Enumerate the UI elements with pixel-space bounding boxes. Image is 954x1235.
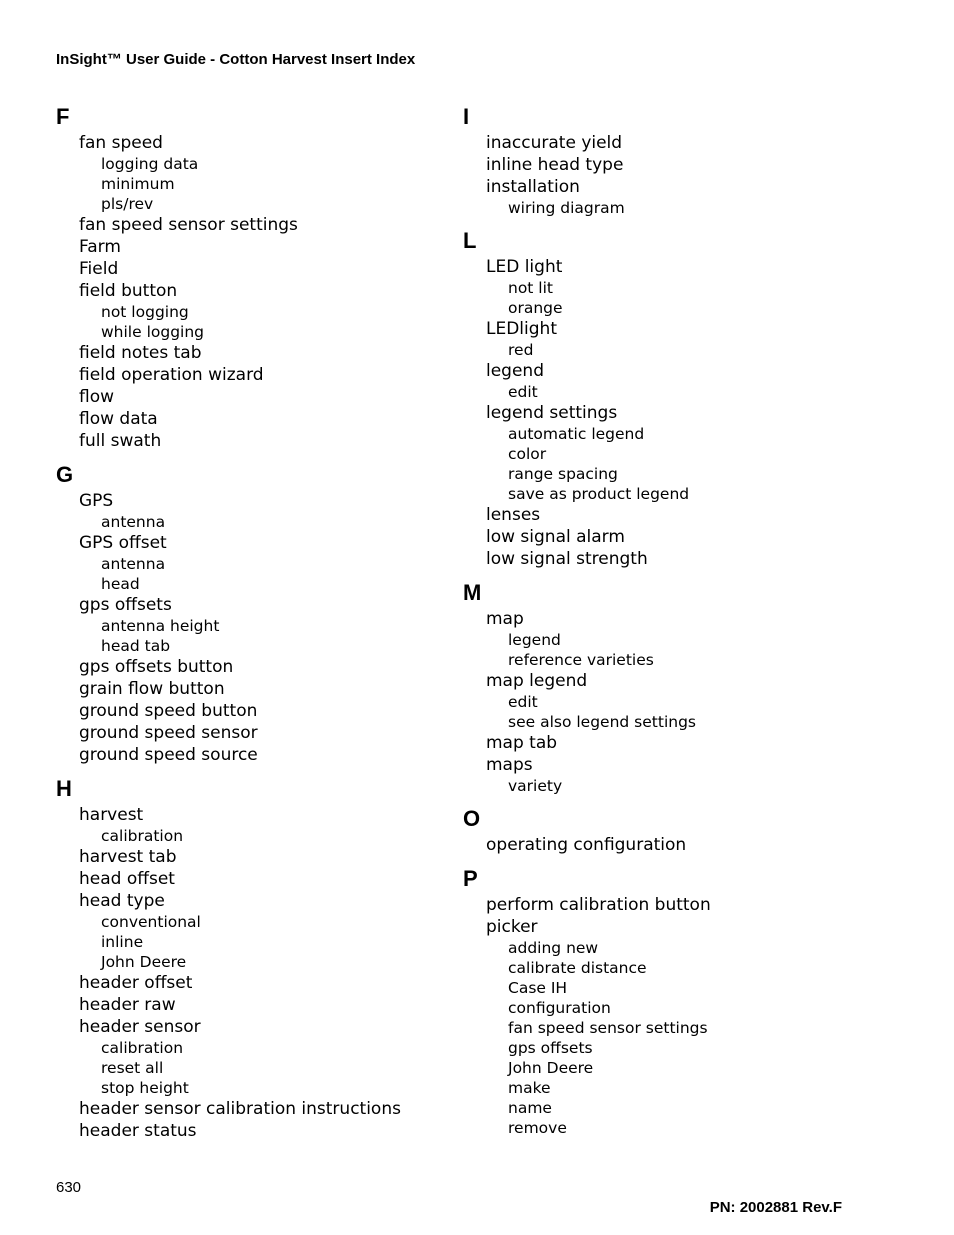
index-term: field operation wizard xyxy=(79,365,264,385)
index-term: fan speed sensor settings xyxy=(79,215,298,235)
index-term: lenses xyxy=(486,505,541,525)
index-entry xyxy=(56,890,456,972)
index-subterm: reset all xyxy=(101,1059,164,1077)
index-subterm: John Deere xyxy=(101,953,187,971)
index-subterm: head tab xyxy=(101,637,171,655)
index-subterm: color xyxy=(508,445,547,463)
index-subterm: edit xyxy=(508,383,538,401)
index-term: GPS offset xyxy=(79,533,167,553)
index-entry xyxy=(56,1120,456,1142)
index-section xyxy=(463,580,863,796)
index-entry xyxy=(463,176,863,218)
index-entry xyxy=(56,804,456,846)
index-entry xyxy=(56,678,456,700)
index-term: header raw xyxy=(79,995,176,1015)
index-subterm: adding new xyxy=(508,939,599,957)
index-entry-list xyxy=(463,608,863,796)
index-subterm: make xyxy=(508,1079,551,1097)
index-subterm: calibration xyxy=(101,827,184,845)
index-term: grain flow button xyxy=(79,679,225,699)
index-term: legend xyxy=(486,361,544,381)
index-term: flow data xyxy=(79,409,158,429)
index-subterm: save as product legend xyxy=(508,485,690,503)
index-subterm: name xyxy=(508,1099,552,1117)
index-term: ground speed sensor xyxy=(79,723,258,743)
index-subterm: wiring diagram xyxy=(508,199,625,217)
index-term: head offset xyxy=(79,869,175,889)
index-subterm: legend xyxy=(508,631,561,649)
index-term: field notes tab xyxy=(79,343,202,363)
index-entry xyxy=(463,670,863,732)
index-entry xyxy=(463,608,863,670)
index-entry xyxy=(463,754,863,796)
index-entry xyxy=(56,846,456,868)
index-section xyxy=(56,462,456,766)
section-letter: H xyxy=(56,776,72,801)
index-entry xyxy=(463,402,863,504)
index-term: flow xyxy=(79,387,115,407)
index-subterm: pls/rev xyxy=(101,195,154,213)
index-term: map tab xyxy=(486,733,558,753)
index-entry xyxy=(463,526,863,548)
index-entry-list xyxy=(463,834,863,856)
index-subterm: range spacing xyxy=(508,465,618,483)
section-letter: G xyxy=(56,462,74,487)
page-header-title: InSight™ User Guide - Cotton Harvest Insert Index xyxy=(56,51,416,68)
index-entry-list xyxy=(463,132,863,218)
index-term: inline head type xyxy=(486,155,624,175)
index-subterm: conventional xyxy=(101,913,201,931)
index-entry-list xyxy=(56,132,456,452)
index-entry-list xyxy=(463,256,863,570)
index-term: legend settings xyxy=(486,403,618,423)
index-entry xyxy=(56,868,456,890)
index-subterm: edit xyxy=(508,693,538,711)
index-term: ground speed button xyxy=(79,701,258,721)
index-section xyxy=(463,228,863,570)
index-entry xyxy=(463,360,863,402)
index-entry-list xyxy=(463,894,863,1138)
index-entry xyxy=(463,894,863,916)
index-subterm: stop height xyxy=(101,1079,189,1097)
index-entry xyxy=(56,236,456,258)
index-term: map legend xyxy=(486,671,588,691)
index-subterm: configuration xyxy=(508,999,611,1017)
section-letter: I xyxy=(463,104,470,129)
index-entry xyxy=(56,994,456,1016)
page-number: 630 xyxy=(56,1179,82,1196)
index-subterm: antenna height xyxy=(101,617,220,635)
index-section xyxy=(56,104,456,452)
index-term: ground speed source xyxy=(79,745,258,765)
index-subterm: see also legend settings xyxy=(508,713,696,731)
index-term: header status xyxy=(79,1121,197,1141)
index-term: harvest xyxy=(79,805,144,825)
index-subterm: reference varieties xyxy=(508,651,654,669)
section-letter: F xyxy=(56,104,70,129)
index-entry xyxy=(463,132,863,154)
index-subterm: calibration xyxy=(101,1039,184,1057)
index-subterm: John Deere xyxy=(508,1059,594,1077)
index-entry xyxy=(463,548,863,570)
index-term: full swath xyxy=(79,431,162,451)
index-term: operating configuration xyxy=(486,835,687,855)
index-entry xyxy=(56,722,456,744)
index-subterm: antenna xyxy=(101,513,166,531)
index-entry xyxy=(56,972,456,994)
index-subterm: not logging xyxy=(101,303,189,321)
index-entry-list xyxy=(56,804,456,1142)
index-subterm: inline xyxy=(101,933,144,951)
index-entry xyxy=(56,490,456,532)
section-letter: O xyxy=(463,806,481,831)
index-subterm: head xyxy=(101,575,140,593)
section-letter: L xyxy=(463,228,477,253)
index-term: header offset xyxy=(79,973,193,993)
index-term: picker xyxy=(486,917,538,937)
index-term: perform calibration button xyxy=(486,895,711,915)
index-section xyxy=(56,776,456,1142)
index-entry xyxy=(56,532,456,594)
index-entry xyxy=(463,256,863,318)
index-entry xyxy=(56,1098,456,1120)
index-entry xyxy=(56,430,456,452)
index-subterm: remove xyxy=(508,1119,567,1137)
index-entry xyxy=(56,132,456,214)
index-term: low signal strength xyxy=(486,549,648,569)
index-term: header sensor calibration instructions xyxy=(79,1099,401,1119)
index-subterm: automatic legend xyxy=(508,425,645,443)
index-entry xyxy=(463,834,863,856)
index-entry xyxy=(56,342,456,364)
index-term: gps offsets button xyxy=(79,657,234,677)
index-subterm: calibrate distance xyxy=(508,959,647,977)
index-entry xyxy=(463,732,863,754)
index-subterm: minimum xyxy=(101,175,175,193)
index-subterm: antenna xyxy=(101,555,166,573)
index-entry xyxy=(56,364,456,386)
index-subterm: logging data xyxy=(101,155,199,173)
index-subterm: Case IH xyxy=(508,979,568,997)
index-subterm: red xyxy=(508,341,534,359)
index-entry xyxy=(463,154,863,176)
index-subterm: while logging xyxy=(101,323,205,341)
index-entry xyxy=(463,318,863,360)
index-term: GPS xyxy=(79,491,114,511)
index-entry xyxy=(56,386,456,408)
index-subterm: variety xyxy=(508,777,563,795)
index-entry-list xyxy=(56,490,456,766)
index-entry xyxy=(463,916,863,1138)
index-entry xyxy=(56,1016,456,1098)
index-entry xyxy=(56,280,456,342)
index-term: map xyxy=(486,609,524,629)
index-entry xyxy=(56,408,456,430)
index-entry xyxy=(463,504,863,526)
index-term: LEDlight xyxy=(486,319,557,339)
index-column-left xyxy=(56,104,456,1152)
index-subterm: fan speed sensor settings xyxy=(508,1019,708,1037)
index-term: Farm xyxy=(79,237,121,257)
index-term: header sensor xyxy=(79,1017,201,1037)
index-term: maps xyxy=(486,755,533,775)
index-term: harvest tab xyxy=(79,847,177,867)
index-term: Field xyxy=(79,259,119,279)
index-subterm: not lit xyxy=(508,279,554,297)
index-column-right xyxy=(463,104,863,1148)
index-entry xyxy=(56,214,456,236)
index-subterm: orange xyxy=(508,299,563,317)
index-entry xyxy=(56,258,456,280)
index-term: installation xyxy=(486,177,580,197)
index-term: field button xyxy=(79,281,178,301)
section-letter: M xyxy=(463,580,482,605)
index-entry xyxy=(56,744,456,766)
index-section xyxy=(463,104,863,218)
index-term: low signal alarm xyxy=(486,527,625,547)
index-term: gps offsets xyxy=(79,595,172,615)
index-term: head type xyxy=(79,891,165,911)
index-term: LED light xyxy=(486,257,563,277)
index-entry xyxy=(56,594,456,656)
index-entry xyxy=(56,656,456,678)
index-subterm: gps offsets xyxy=(508,1039,593,1057)
index-section xyxy=(463,866,863,1138)
part-number: PN: 2002881 Rev.F xyxy=(709,1199,842,1216)
index-term: inaccurate yield xyxy=(486,133,623,153)
index-term: fan speed xyxy=(79,133,163,153)
index-section xyxy=(463,806,863,856)
section-letter: P xyxy=(463,866,478,891)
index-entry xyxy=(56,700,456,722)
